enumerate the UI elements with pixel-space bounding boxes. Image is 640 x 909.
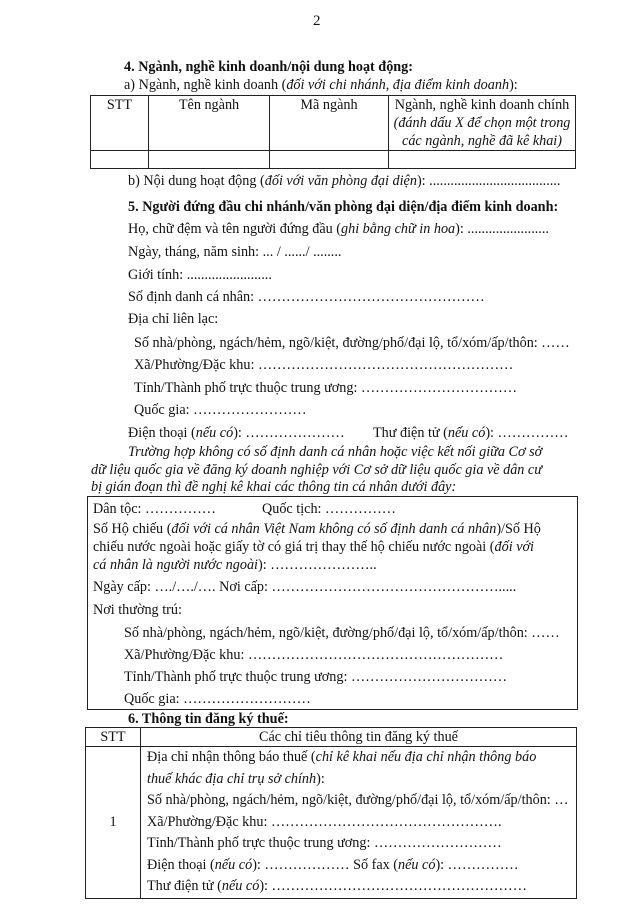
tax-row-content <box>141 747 577 899</box>
tax-street-field: Số nhà/phòng, ngách/hẻm, ngõ/kiệt, đường/phố/đại lộ, tổ/xóm/ấp/thôn: … <box>147 792 569 808</box>
issue-field: Ngày cấp: …./…./…. Nơi cấp: …………………………………………..... <box>93 579 517 595</box>
passport-line-2: chiếu nước ngoài hoặc giấy tờ có giá trị thay thế hộ chiếu nước ngoài (đối với <box>93 539 535 555</box>
col-ma-nganh: Mã ngành <box>270 96 389 151</box>
industry-table <box>90 95 576 169</box>
nationality-field: Quốc tịch: …………… <box>262 501 396 517</box>
tax-ward-field: Xã/Phường/Đặc khu: …………………………………………. <box>147 813 502 830</box>
section-4b-label: b) Nội dung hoạt động (đối với văn phòng đại diện): ..................................... <box>128 173 561 189</box>
residence-country-field: Quốc gia: ……………………… <box>124 691 311 707</box>
s4a-note: đối với chi nhánh, địa điểm kinh doanh <box>286 77 510 93</box>
residence-ward-field: Xã/Phường/Đặc khu: ……………………………………………… <box>124 647 504 663</box>
section-5-heading: 5. Người đứng đầu chi nhánh/văn phòng đại diện/địa điểm kinh doanh: <box>128 199 559 215</box>
s4a-close: ): <box>509 77 518 93</box>
table-cell[interactable] <box>270 151 389 169</box>
page-number: 2 <box>313 13 321 29</box>
note-line-3: bị gián đoạn thì đề nghị kê khai các thông tin cá nhân dưới đây: <box>91 479 457 495</box>
table-cell[interactable] <box>91 151 149 169</box>
head-name-field: Họ, chữ đệm và tên người đứng đầu (ghi bằng chữ in hoa): ....................... <box>128 221 549 237</box>
tax-col-stt: STT <box>86 728 141 747</box>
tax-email-field: Thư điện tử (nếu có): ……………………………………………… <box>147 878 527 894</box>
col-nganh-chinh: Ngành, nghề kinh doanh chính (đánh dấu X để chọn một trong các ngành, nghề đã kê khai) <box>389 96 576 151</box>
dob-field: Ngày, tháng, năm sinh: ... / ....../ ........ <box>128 244 342 260</box>
ethnic-field: Dân tộc: …………… <box>93 501 216 517</box>
col-stt: STT <box>91 96 149 151</box>
contact-address-label: Địa chỉ liên lạc: <box>128 311 219 327</box>
passport-line-3: cá nhân là người nước ngoài): ………………….. <box>93 557 377 573</box>
contact-province-field: Tỉnh/Thành phố trực thuộc trung ương: …………………………… <box>134 380 518 396</box>
col-ten-nganh: Tên ngành <box>149 96 270 151</box>
section-4-title: 4. Ngành, nghề kinh doanh/nội dung hoạt động: <box>124 59 414 75</box>
tax-address-line-1: Địa chỉ nhận thông báo thuế (chỉ kê khai nếu địa chỉ nhận thông báo <box>147 749 537 765</box>
section-4a-label <box>124 76 518 94</box>
tax-col-content: Các chỉ tiêu thông tin đăng ký thuế <box>141 728 577 747</box>
passport-line-1: Số Hộ chiếu (đối với cá nhân Việt Nam không có số định danh cá nhân)/Số Hộ <box>93 521 541 537</box>
section-4-heading <box>124 58 413 76</box>
tax-row-number: 1 <box>86 747 141 899</box>
residence-street-field: Số nhà/phòng, ngách/hẻm, ngõ/kiệt, đường/phố/đại lộ, tổ/xóm/ấp/thôn: …… <box>124 625 560 641</box>
contact-ward-field: Xã/Phường/Đặc khu: ……………………………………………… <box>134 357 514 373</box>
residence-province-field: Tỉnh/Thành phố trực thuộc trung ương: …………………………… <box>124 669 508 685</box>
contact-street-field: Số nhà/phòng, ngách/hẻm, ngõ/kiệt, đường/phố/đại lộ, tổ/xóm/ấp/thôn: …… <box>134 335 570 351</box>
contact-country-field: Quốc gia: …………………… <box>134 402 307 418</box>
residence-label: Nơi thường trú: <box>93 602 182 618</box>
gender-field: Giới tính: ........................ <box>128 267 272 283</box>
note-line-1: Trường hợp không có số định danh cá nhân hoặc việc kết nối giữa Cơ sở <box>128 444 543 460</box>
phone-field: Điện thoại (nếu có): ………………… <box>128 425 345 441</box>
section-6-heading: 6. Thông tin đăng ký thuế: <box>128 711 289 727</box>
tax-province-field: Tỉnh/Thành phố trực thuộc trung ương: ……………………… <box>147 835 502 851</box>
tax-phone-fax-field: Điện thoại (nếu có): ……………… Số fax (nếu có): …………… <box>147 856 519 873</box>
tax-table <box>85 727 577 899</box>
tax-address-line-2: thuế khác địa chỉ trụ sở chính): <box>147 770 325 787</box>
note-line-2: dữ liệu quốc gia về đăng ký doanh nghiệp với Cơ sở dữ liệu quốc gia về dân cư <box>91 462 542 478</box>
table-cell[interactable] <box>389 151 576 169</box>
email-field: Thư điện tử (nếu có): …………… <box>373 425 569 441</box>
personal-id-field: Số định danh cá nhân: ………………………………………… <box>128 289 485 305</box>
table-cell[interactable] <box>149 151 270 169</box>
s4a-text: a) Ngành, nghề kinh doanh ( <box>124 77 287 93</box>
